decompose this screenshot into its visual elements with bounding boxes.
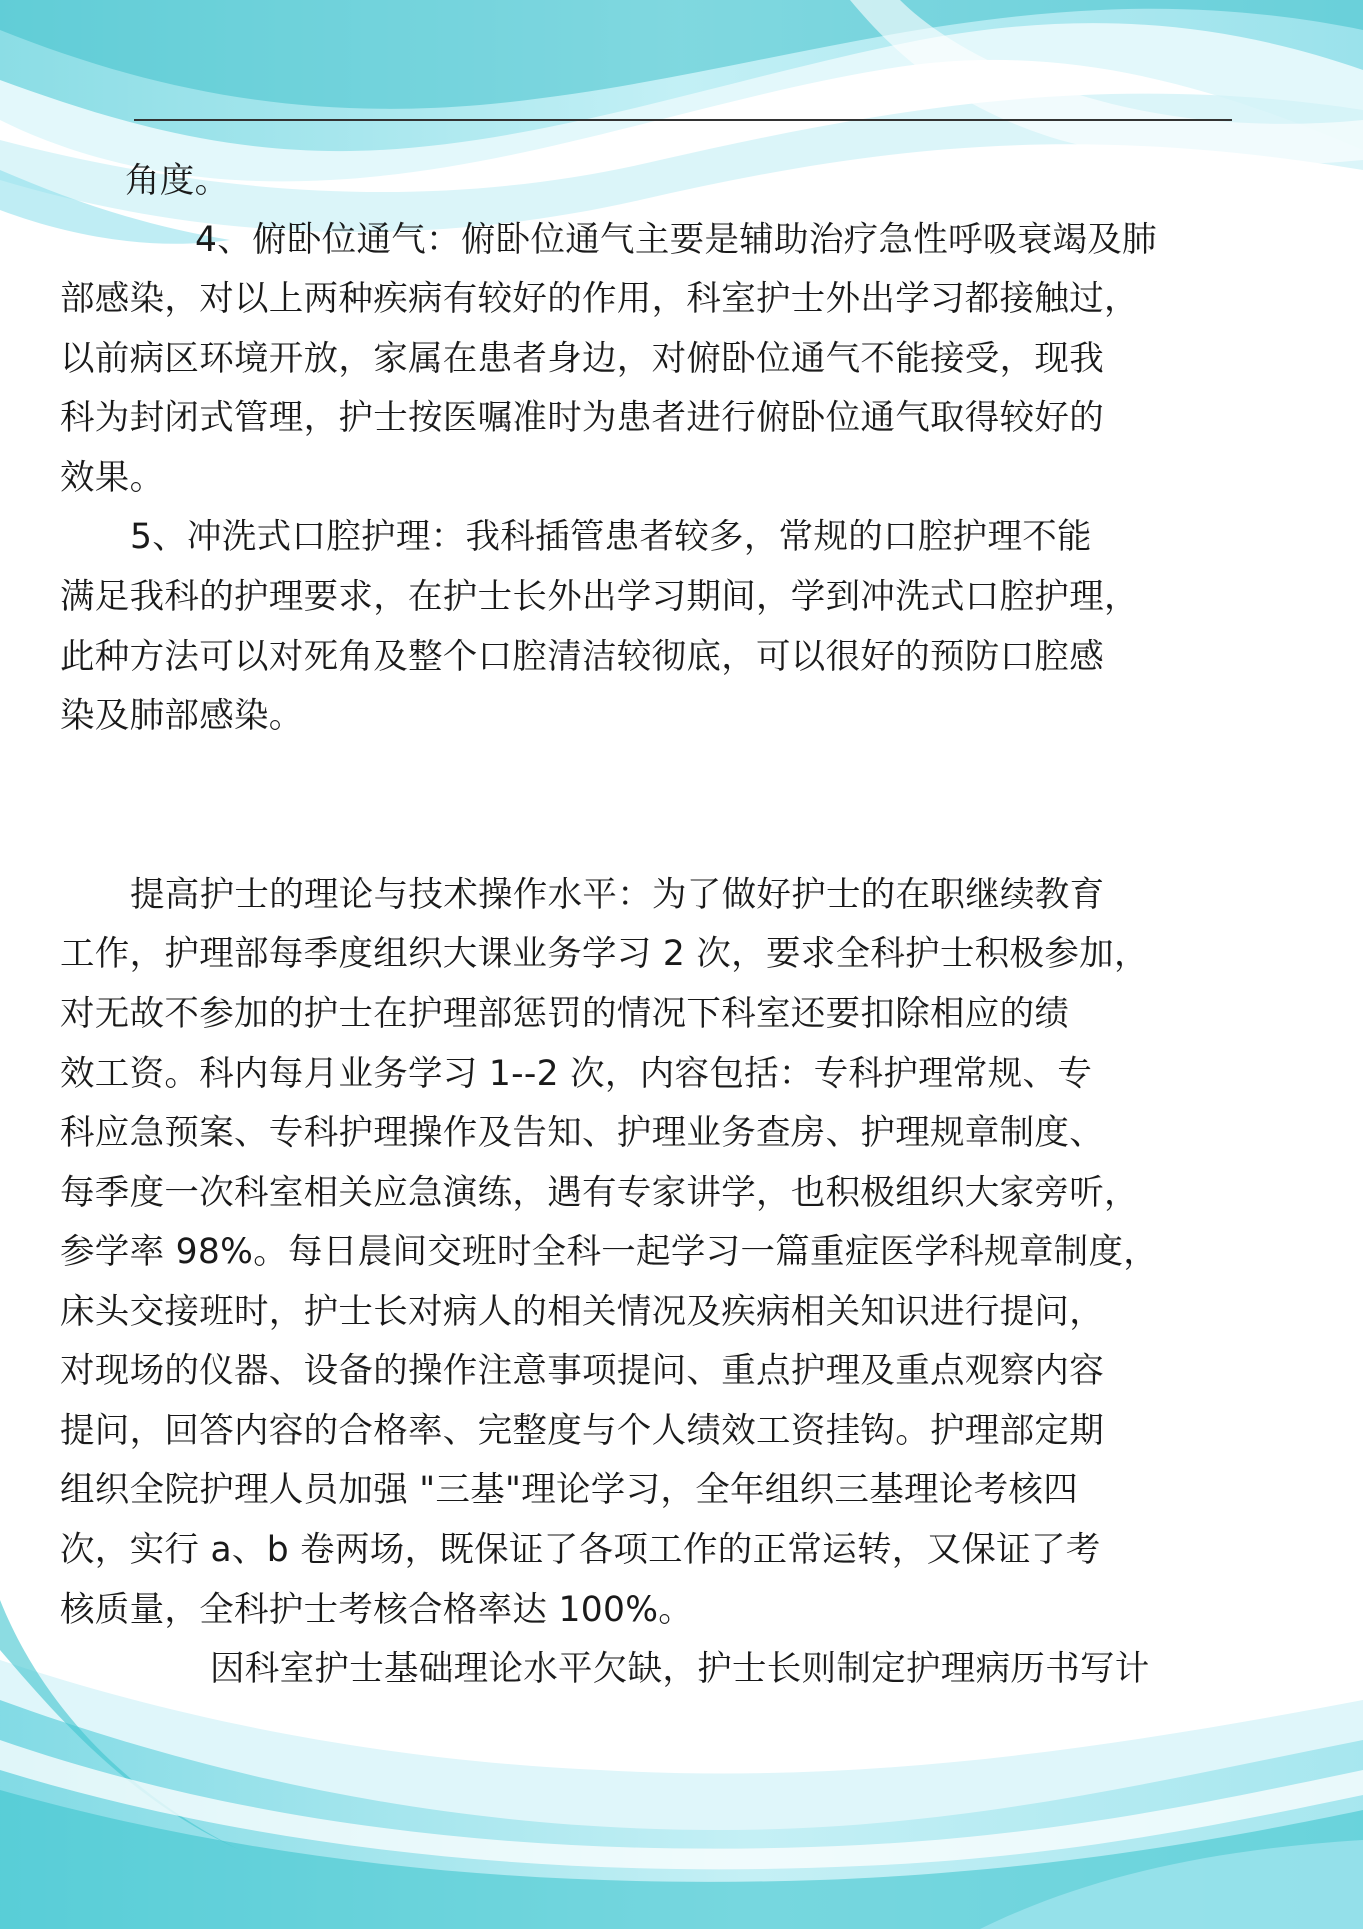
text-line: 核质量，全科护士考核合格率达 100%。 [60,1590,694,1630]
text-line: 效果。 [60,458,165,498]
text-line: 提高护士的理论与技术操作水平：为了做好护士的在职继续教育 [130,875,1105,915]
text-line: 对现场的仪器、设备的操作注意事项提问、重点护理及重点观察内容 [60,1351,1104,1391]
text-line: 组织全院护理人员加强 "三基"理论学习，全年组织三基理论考核四 [60,1470,1079,1510]
text-line: 科为封闭式管理，护士按医嘱准时为患者进行俯卧位通气取得较好的 [60,398,1104,438]
text-line: 对无故不参加的护士在护理部惩罚的情况下科室还要扣除相应的绩 [60,994,1070,1034]
text-line: 工作，护理部每季度组织大课业务学习 2 次，要求全科护士积极参加， [60,934,1149,974]
text-line: 满足我科的护理要求，在护士长外出学习期间，学到冲洗式口腔护理， [60,577,1139,617]
text-line: 5、冲洗式口腔护理：我科插管患者较多，常规的口腔护理不能 [130,517,1092,557]
text-line: 床头交接班时，护士长对病人的相关情况及疾病相关知识进行提问， [60,1292,1104,1332]
text-line: 提问，回答内容的合格率、完整度与个人绩效工资挂钩。护理部定期 [60,1411,1104,1451]
text-line: 此种方法可以对死角及整个口腔清洁较彻底，可以很好的预防口腔感 [60,637,1104,677]
text-line: 效工资。科内每月业务学习 1--2 次，内容包括：专科护理常规、专 [60,1054,1093,1094]
text-line: 科应急预案、专科护理操作及告知、护理业务查房、护理规章制度、 [60,1113,1104,1153]
text-line: 每季度一次科室相关应急演练，遇有专家讲学，也积极组织大家旁听， [60,1173,1139,1213]
text-line: 因科室护士基础理论水平欠缺，护士长则制定护理病历书写计 [210,1649,1150,1689]
header-rule [134,119,1232,121]
text-line: 部感染，对以上两种疾病有较好的作用，科室护士外出学习都接触过， [60,279,1139,319]
text-line: 4、俯卧位通气：俯卧位通气主要是辅助治疗急性呼吸衰竭及肺 [195,220,1157,260]
text-line: 染及肺部感染。 [60,696,304,736]
text-line: 角度。 [125,161,230,201]
text-line: 参学率 98%。每日晨间交班时全科一起学习一篇重症医学科规章制度， [60,1232,1159,1272]
text-line: 次，实行 a、b 卷两场，既保证了各项工作的正常运转，又保证了考 [60,1530,1101,1570]
text-line: 以前病区环境开放，家属在患者身边，对俯卧位通气不能接受，现我 [60,339,1104,379]
